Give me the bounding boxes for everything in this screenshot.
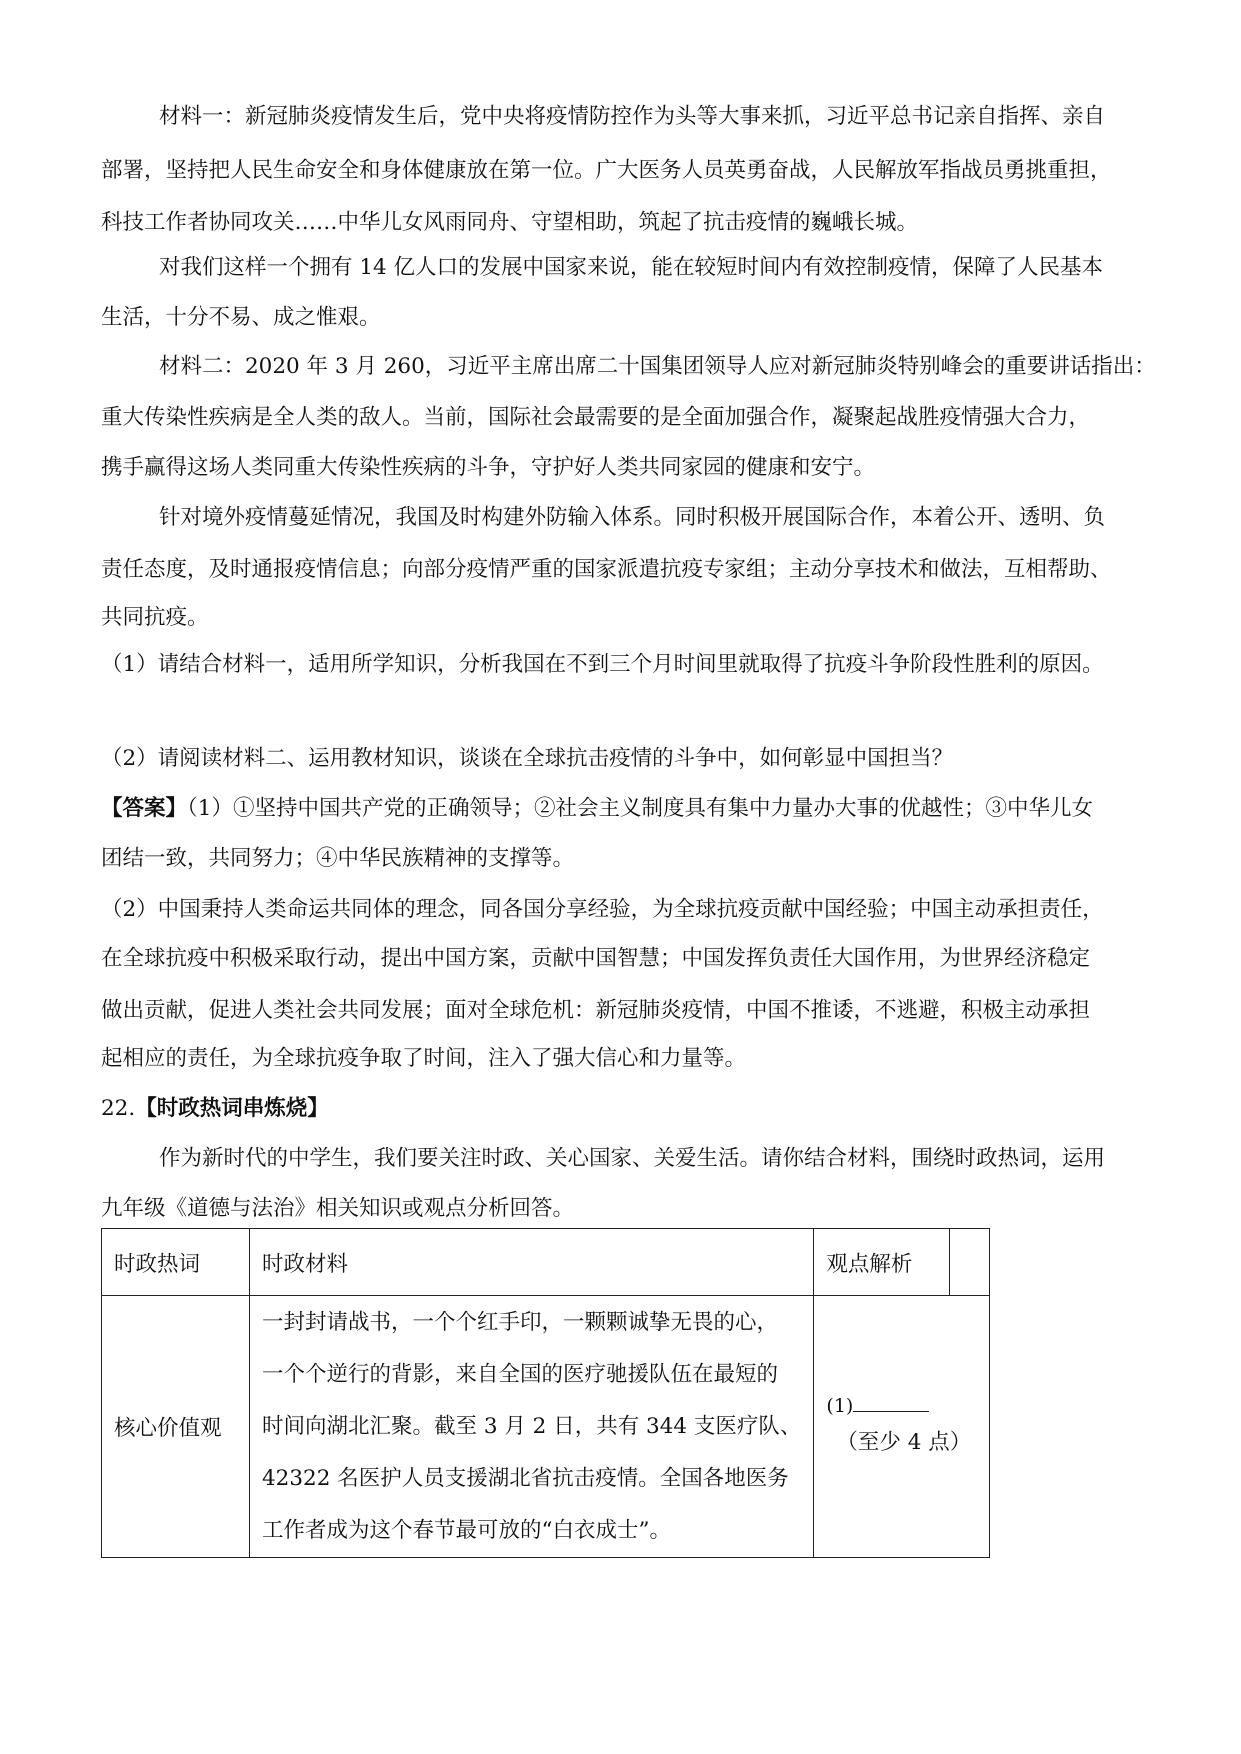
answer-label: 【答案】 <box>101 796 188 821</box>
row-material-line-4: 42322 名医护人员支援湖北省抗击疫情。全国各地医务 <box>262 1465 789 1491</box>
q22-title: 【时政热词串炼烧】 <box>135 1096 329 1121</box>
row-material-line-5: 工作者成为这个春节最可放的“白衣成士”。 <box>262 1517 671 1543</box>
material1-line-1: 材料一：新冠肺炎疫情发生后，党中央将疫情防控作为头等大事来抓，习近平总书记亲自指挥、亲自 <box>159 104 1106 129</box>
header-material: 时政材料 <box>250 1229 814 1296</box>
material2b-line-3: 共同抗疫。 <box>101 605 209 630</box>
header-hot-word: 时政热词 <box>102 1229 250 1296</box>
row-material-line-1: 一封封请战书，一个个红手印，一颗颗诚挚无畏的心， <box>262 1309 779 1335</box>
q22-heading <box>101 1094 1141 1124</box>
q22-intro-line-1: 作为新时代的中学生，我们要关注时政、关心国家、关爱生活。请你结合材料，围绕时政热词，运用 <box>159 1146 1106 1171</box>
row-material <box>250 1296 814 1558</box>
answer-part2-line-4: 起相应的责任，为全球抗疫争取了时间，注入了强大信心和力量等。 <box>101 1046 747 1071</box>
row-answer-cell <box>814 1296 990 1558</box>
answer-line-1 <box>101 794 1141 824</box>
hot-words-table <box>101 1228 990 1558</box>
material1-line-2: 部署，坚持把人民生命安全和身体健康放在第一位。广大医务人员英勇奋战，人民解放军指战员勇挑重担， <box>101 158 1112 183</box>
q22-number: 22. <box>101 1096 136 1121</box>
material2b-line-1: 针对境外疫情蔓延情况，我国及时构建外防输入体系。同时积极开展国际合作，本着公开、透明、负 <box>159 505 1106 530</box>
material2-line-2: 重大传染性疾病是全人类的敌人。当前，国际社会最需要的是全面加强合作，凝聚起战胜疫情强大合力， <box>101 405 1091 430</box>
answer-part2-line-3: 做出贡献，促进人类社会共同发展；面对全球危机：新冠肺炎疫情，中国不推诿，不逃避，积极主动承担 <box>101 998 1091 1023</box>
material1-line-3: 科技工作者协同攻关……中华儿女风雨同舟、守望相助，筑起了抗击疫情的巍峨长城。 <box>101 210 919 235</box>
answer-prefix: (1) <box>826 1394 854 1417</box>
material1b-line-1: 对我们这样一个拥有 14 亿人口的发展中国家来说，能在较短时间内有效控制疫情，保障了人民基本 <box>159 255 1104 280</box>
table-row <box>102 1296 990 1558</box>
material2b-line-2: 责任态度，及时通报疫情信息；向部分疫情严重的国家派遣抗疫专家组；主动分享技术和做法，互相帮助、 <box>101 557 1112 582</box>
material2-line-3: 携手赢得这场人类同重大传染性疾病的斗争，守护好人类共同家园的健康和安宁。 <box>101 455 876 480</box>
material1b-line-2: 生活，十分不易、成之惟艰。 <box>101 305 381 330</box>
answer-blank[interactable] <box>853 1389 929 1412</box>
header-analysis: 观点解析 <box>814 1229 950 1296</box>
q22-intro-line-2: 九年级《道德与法治》相关知识或观点分析回答。 <box>101 1196 575 1221</box>
answer-note: （至少 4 点） <box>836 1429 972 1455</box>
row-material-line-2: 一个个逆行的背影，来自全国的医疗驰援队伍在最短的 <box>262 1361 779 1387</box>
answer-part1-line-1: （1）①坚持中国共产党的正确领导；②社会主义制度具有集中力量办大事的优越性；③中华儿女 <box>187 796 1093 821</box>
answer-part2-line-1: （2）中国秉持人类命运共同体的理念，同各国分享经验，为全球抗疫贡献中国经验；中国主动承担责任， <box>101 897 1104 922</box>
header-empty <box>950 1229 990 1296</box>
answer-part2-line-2: 在全球抗疫中积极采取行动，提出中国方案，贡献中国智慧；中国发挥负责任大国作用，为世界经济稳定 <box>101 946 1091 971</box>
question-2: （2）请阅读材料二、运用教材知识，谈谈在全球抗击疫情的斗争中，如何彰显中国担当？ <box>101 746 954 771</box>
row-term: 核心价值观 <box>102 1296 250 1558</box>
answer-part1-line-2: 团结一致，共同努力；④中华民族精神的支撑等。 <box>101 846 575 871</box>
table-header-row <box>102 1229 990 1296</box>
row-material-line-3: 时间向湖北汇聚。截至 3 月 2 日，共有 344 支医疗队、 <box>262 1413 802 1439</box>
material2-line-1: 材料二：2020 年 3 月 260，习近平主席出席二十国集团领导人应对新冠肺炎特别峰会的重要讲话指出： <box>159 354 1156 379</box>
question-1: （1）请结合材料一，适用所学知识，分析我国在不到三个月时间里就取得了抗疫斗争阶段性胜利的原因。 <box>101 652 1104 677</box>
